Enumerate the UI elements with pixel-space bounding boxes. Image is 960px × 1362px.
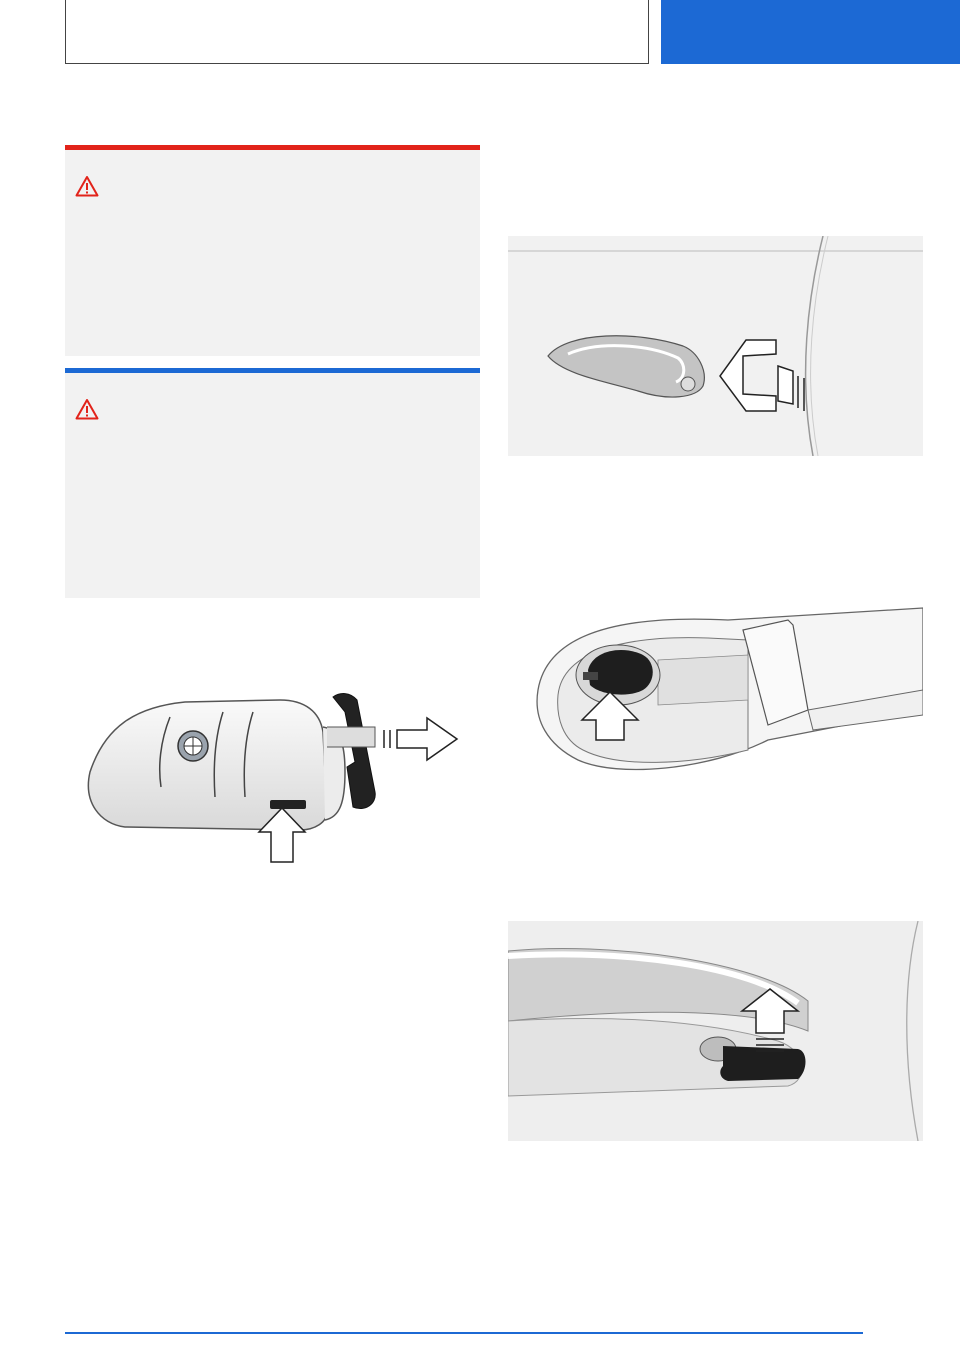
step-4 xyxy=(512,859,927,911)
running-header xyxy=(65,0,649,64)
key-fob-icon xyxy=(65,672,480,872)
step-2 xyxy=(512,466,927,576)
cover-removal-illustration xyxy=(508,600,923,780)
step-3 xyxy=(512,825,927,851)
step-1 xyxy=(512,172,927,224)
chapter-tab xyxy=(661,0,960,64)
footer-rule xyxy=(65,1332,863,1334)
warning-box xyxy=(65,145,480,356)
warning-triangle-icon xyxy=(75,175,99,197)
notice-box xyxy=(65,368,480,598)
notice-triangle-icon xyxy=(75,398,99,420)
notice-title-row xyxy=(75,398,111,420)
door-handle-icon xyxy=(508,236,923,456)
warning-title-row xyxy=(75,175,111,197)
arrow-2 xyxy=(384,718,457,760)
key-in-lock-illustration xyxy=(508,921,923,1141)
key-in-lock-icon xyxy=(508,921,923,1141)
door-handle-illustration xyxy=(508,236,923,456)
notice-bar xyxy=(65,368,480,373)
key-fob-illustration xyxy=(65,672,480,872)
warning-bar xyxy=(65,145,480,150)
cover-removal-icon xyxy=(508,600,923,780)
